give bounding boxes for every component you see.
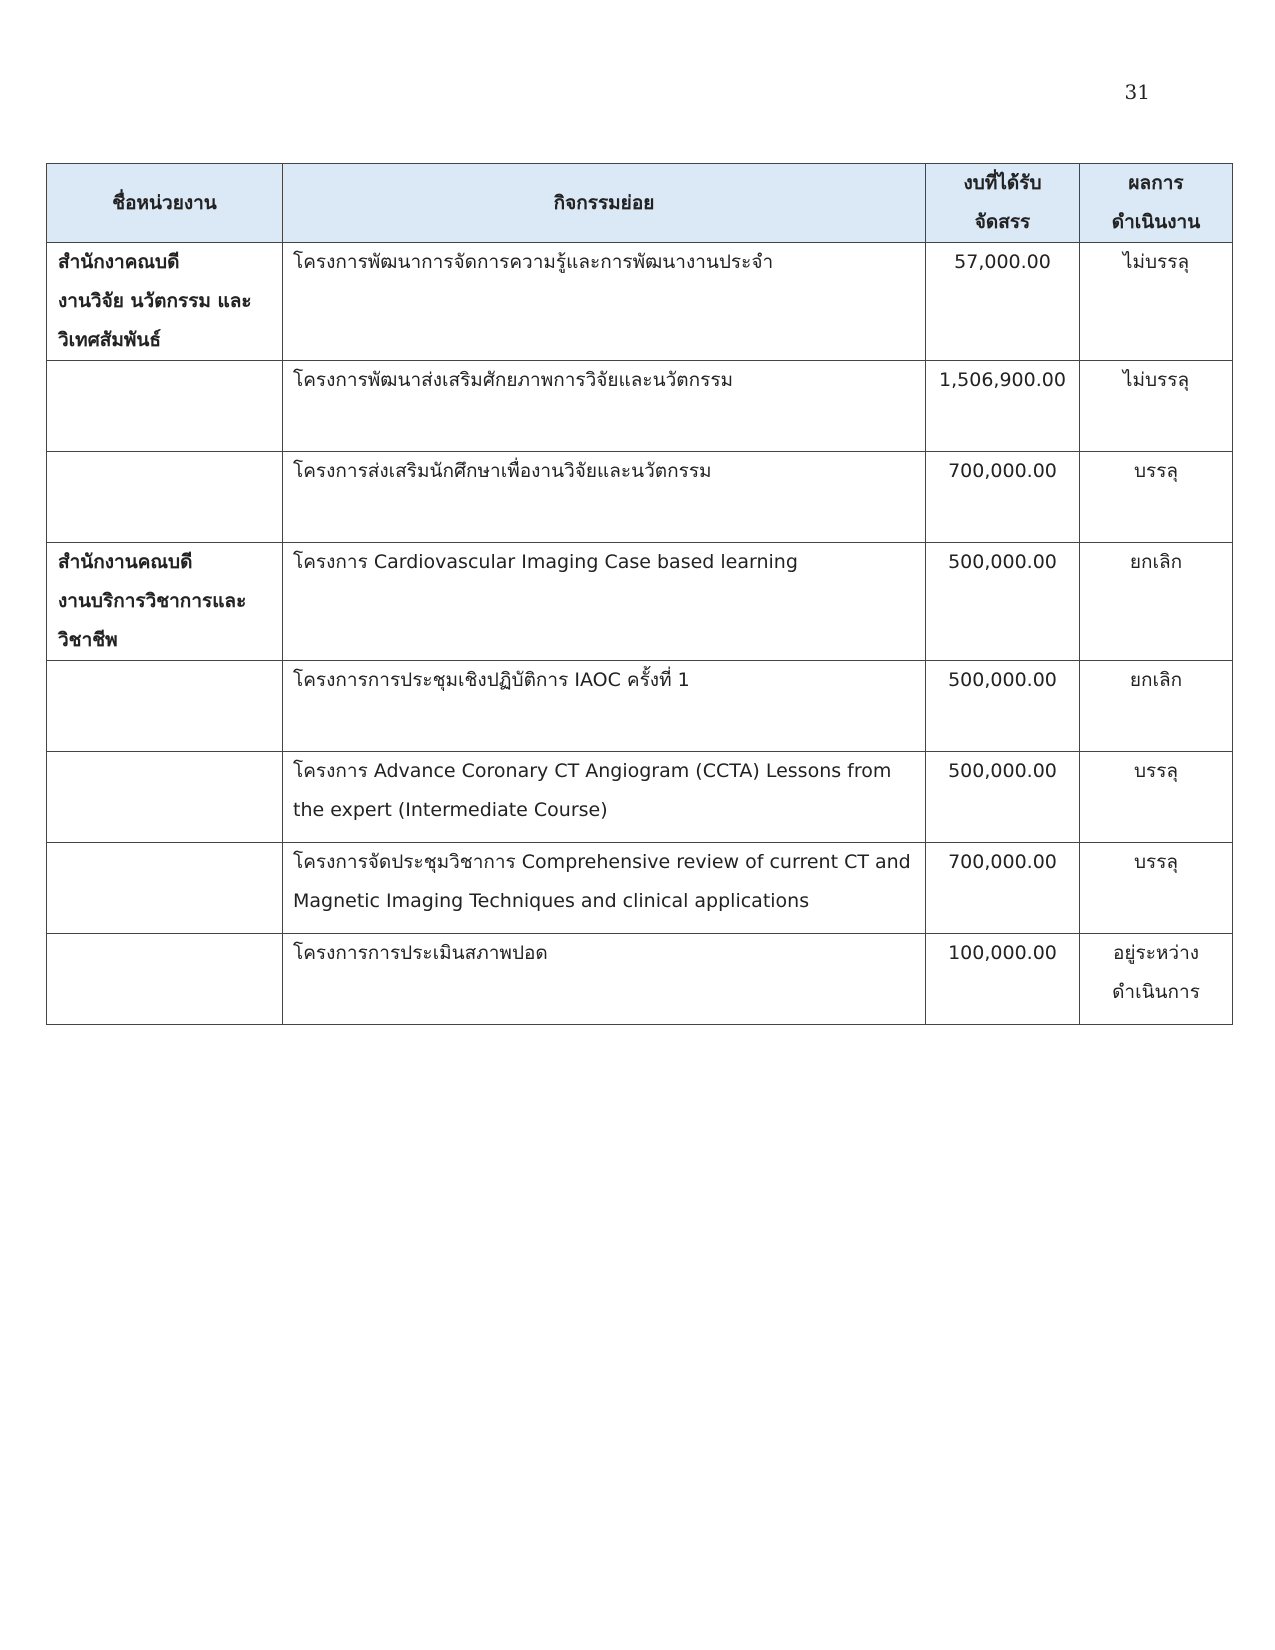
unit-cell bbox=[47, 243, 283, 361]
budget-cell bbox=[926, 452, 1080, 543]
budget-cell bbox=[926, 752, 1080, 843]
result-line: ดำเนินการ bbox=[1112, 981, 1200, 1003]
activity-line: โครงการ Cardiovascular Imaging Case based learning bbox=[293, 551, 798, 573]
budget-cell bbox=[926, 361, 1080, 452]
budget-value: 700,000.00 bbox=[948, 460, 1057, 482]
activity-line: โครงการส่งเสริมนักศึกษาเพื่องานวิจัยและนวัตกรรม bbox=[293, 460, 712, 482]
unit-cell-empty bbox=[47, 661, 283, 752]
table-row bbox=[47, 361, 1233, 452]
result-line: บรรลุ bbox=[1133, 851, 1179, 873]
table-row bbox=[47, 243, 1233, 361]
result-cell bbox=[1080, 543, 1233, 661]
header-activity: กิจกรรมย่อย bbox=[283, 164, 926, 243]
activity-line: โครงการการประชุมเชิงปฏิบัติการ IAOC ครั้งที่ 1 bbox=[293, 669, 690, 691]
budget-cell bbox=[926, 243, 1080, 361]
budget-value: 700,000.00 bbox=[948, 851, 1057, 873]
unit-line: วิชาชีพ bbox=[58, 629, 118, 651]
activity-line: โครงการการประเมินสภาพปอด bbox=[293, 942, 548, 964]
result-cell bbox=[1080, 452, 1233, 543]
result-cell bbox=[1080, 361, 1233, 452]
result-cell bbox=[1080, 934, 1233, 1025]
header-result-line1: ผลการ bbox=[1128, 172, 1184, 194]
table-row bbox=[47, 661, 1233, 752]
activity-cell bbox=[283, 934, 926, 1025]
table-row bbox=[47, 452, 1233, 543]
budget-value: 500,000.00 bbox=[948, 669, 1057, 691]
activity-cell bbox=[283, 661, 926, 752]
header-budget-line1: งบที่ได้รับ bbox=[963, 172, 1042, 194]
header-result-line2: ดำเนินงาน bbox=[1111, 211, 1201, 233]
result-line: ไม่บรรลุ bbox=[1122, 369, 1190, 391]
unit-cell-empty bbox=[47, 452, 283, 543]
unit-cell-empty bbox=[47, 843, 283, 934]
table-row bbox=[47, 752, 1233, 843]
table-row bbox=[47, 543, 1233, 661]
table-header-row bbox=[47, 164, 1233, 243]
result-line: ยกเลิก bbox=[1129, 551, 1183, 573]
header-budget-line2: จัดสรร bbox=[974, 211, 1031, 233]
budget-table bbox=[46, 163, 1233, 1025]
activity-line: โครงการจัดประชุมวิชาการ Comprehensive review of current CT and bbox=[293, 851, 911, 873]
result-line: บรรลุ bbox=[1133, 460, 1179, 482]
budget-cell bbox=[926, 934, 1080, 1025]
result-line: ยกเลิก bbox=[1129, 669, 1183, 691]
budget-value: 1,506,900.00 bbox=[939, 369, 1066, 391]
activity-cell bbox=[283, 843, 926, 934]
unit-cell bbox=[47, 543, 283, 661]
budget-cell bbox=[926, 661, 1080, 752]
activity-line: โครงการ Advance Coronary CT Angiogram (CCTA) Lessons from bbox=[293, 760, 892, 782]
table-row bbox=[47, 843, 1233, 934]
unit-cell-empty bbox=[47, 361, 283, 452]
activity-line: โครงการพัฒนาการจัดการความรู้และการพัฒนางานประจำ bbox=[293, 251, 774, 273]
result-line: ไม่บรรลุ bbox=[1122, 251, 1190, 273]
activity-line: โครงการพัฒนาส่งเสริมศักยภาพการวิจัยและนวัตกรรม bbox=[293, 369, 734, 391]
activity-cell bbox=[283, 243, 926, 361]
header-unit: ชื่อหน่วยงาน bbox=[47, 164, 283, 243]
result-cell bbox=[1080, 752, 1233, 843]
unit-line: สำนักงานคณบดี bbox=[58, 551, 193, 573]
activity-line: Magnetic Imaging Techniques and clinical applications bbox=[293, 890, 810, 912]
result-cell bbox=[1080, 661, 1233, 752]
table-row bbox=[47, 934, 1233, 1025]
header-result bbox=[1080, 164, 1233, 243]
activity-line: the expert (Intermediate Course) bbox=[293, 799, 608, 821]
result-line: บรรลุ bbox=[1133, 760, 1179, 782]
budget-value: 100,000.00 bbox=[948, 942, 1057, 964]
activity-cell bbox=[283, 543, 926, 661]
unit-line: งานบริการวิชาการและ bbox=[58, 590, 247, 612]
unit-cell-empty bbox=[47, 934, 283, 1025]
result-cell bbox=[1080, 243, 1233, 361]
header-budget bbox=[926, 164, 1080, 243]
budget-cell bbox=[926, 843, 1080, 934]
unit-line: สำนักงาคณบดี bbox=[58, 251, 180, 273]
budget-value: 57,000.00 bbox=[954, 251, 1051, 273]
result-line: อยู่ระหว่าง bbox=[1112, 942, 1200, 964]
unit-cell-empty bbox=[47, 752, 283, 843]
activity-cell bbox=[283, 452, 926, 543]
unit-line: งานวิจัย นวัตกรรม และ bbox=[58, 290, 252, 312]
budget-value: 500,000.00 bbox=[948, 551, 1057, 573]
activity-cell bbox=[283, 752, 926, 843]
budget-value: 500,000.00 bbox=[948, 760, 1057, 782]
activity-cell bbox=[283, 361, 926, 452]
result-cell bbox=[1080, 843, 1233, 934]
unit-line: วิเทศสัมพันธ์ bbox=[58, 329, 161, 351]
page-number: 31 bbox=[1124, 80, 1150, 104]
budget-cell bbox=[926, 543, 1080, 661]
